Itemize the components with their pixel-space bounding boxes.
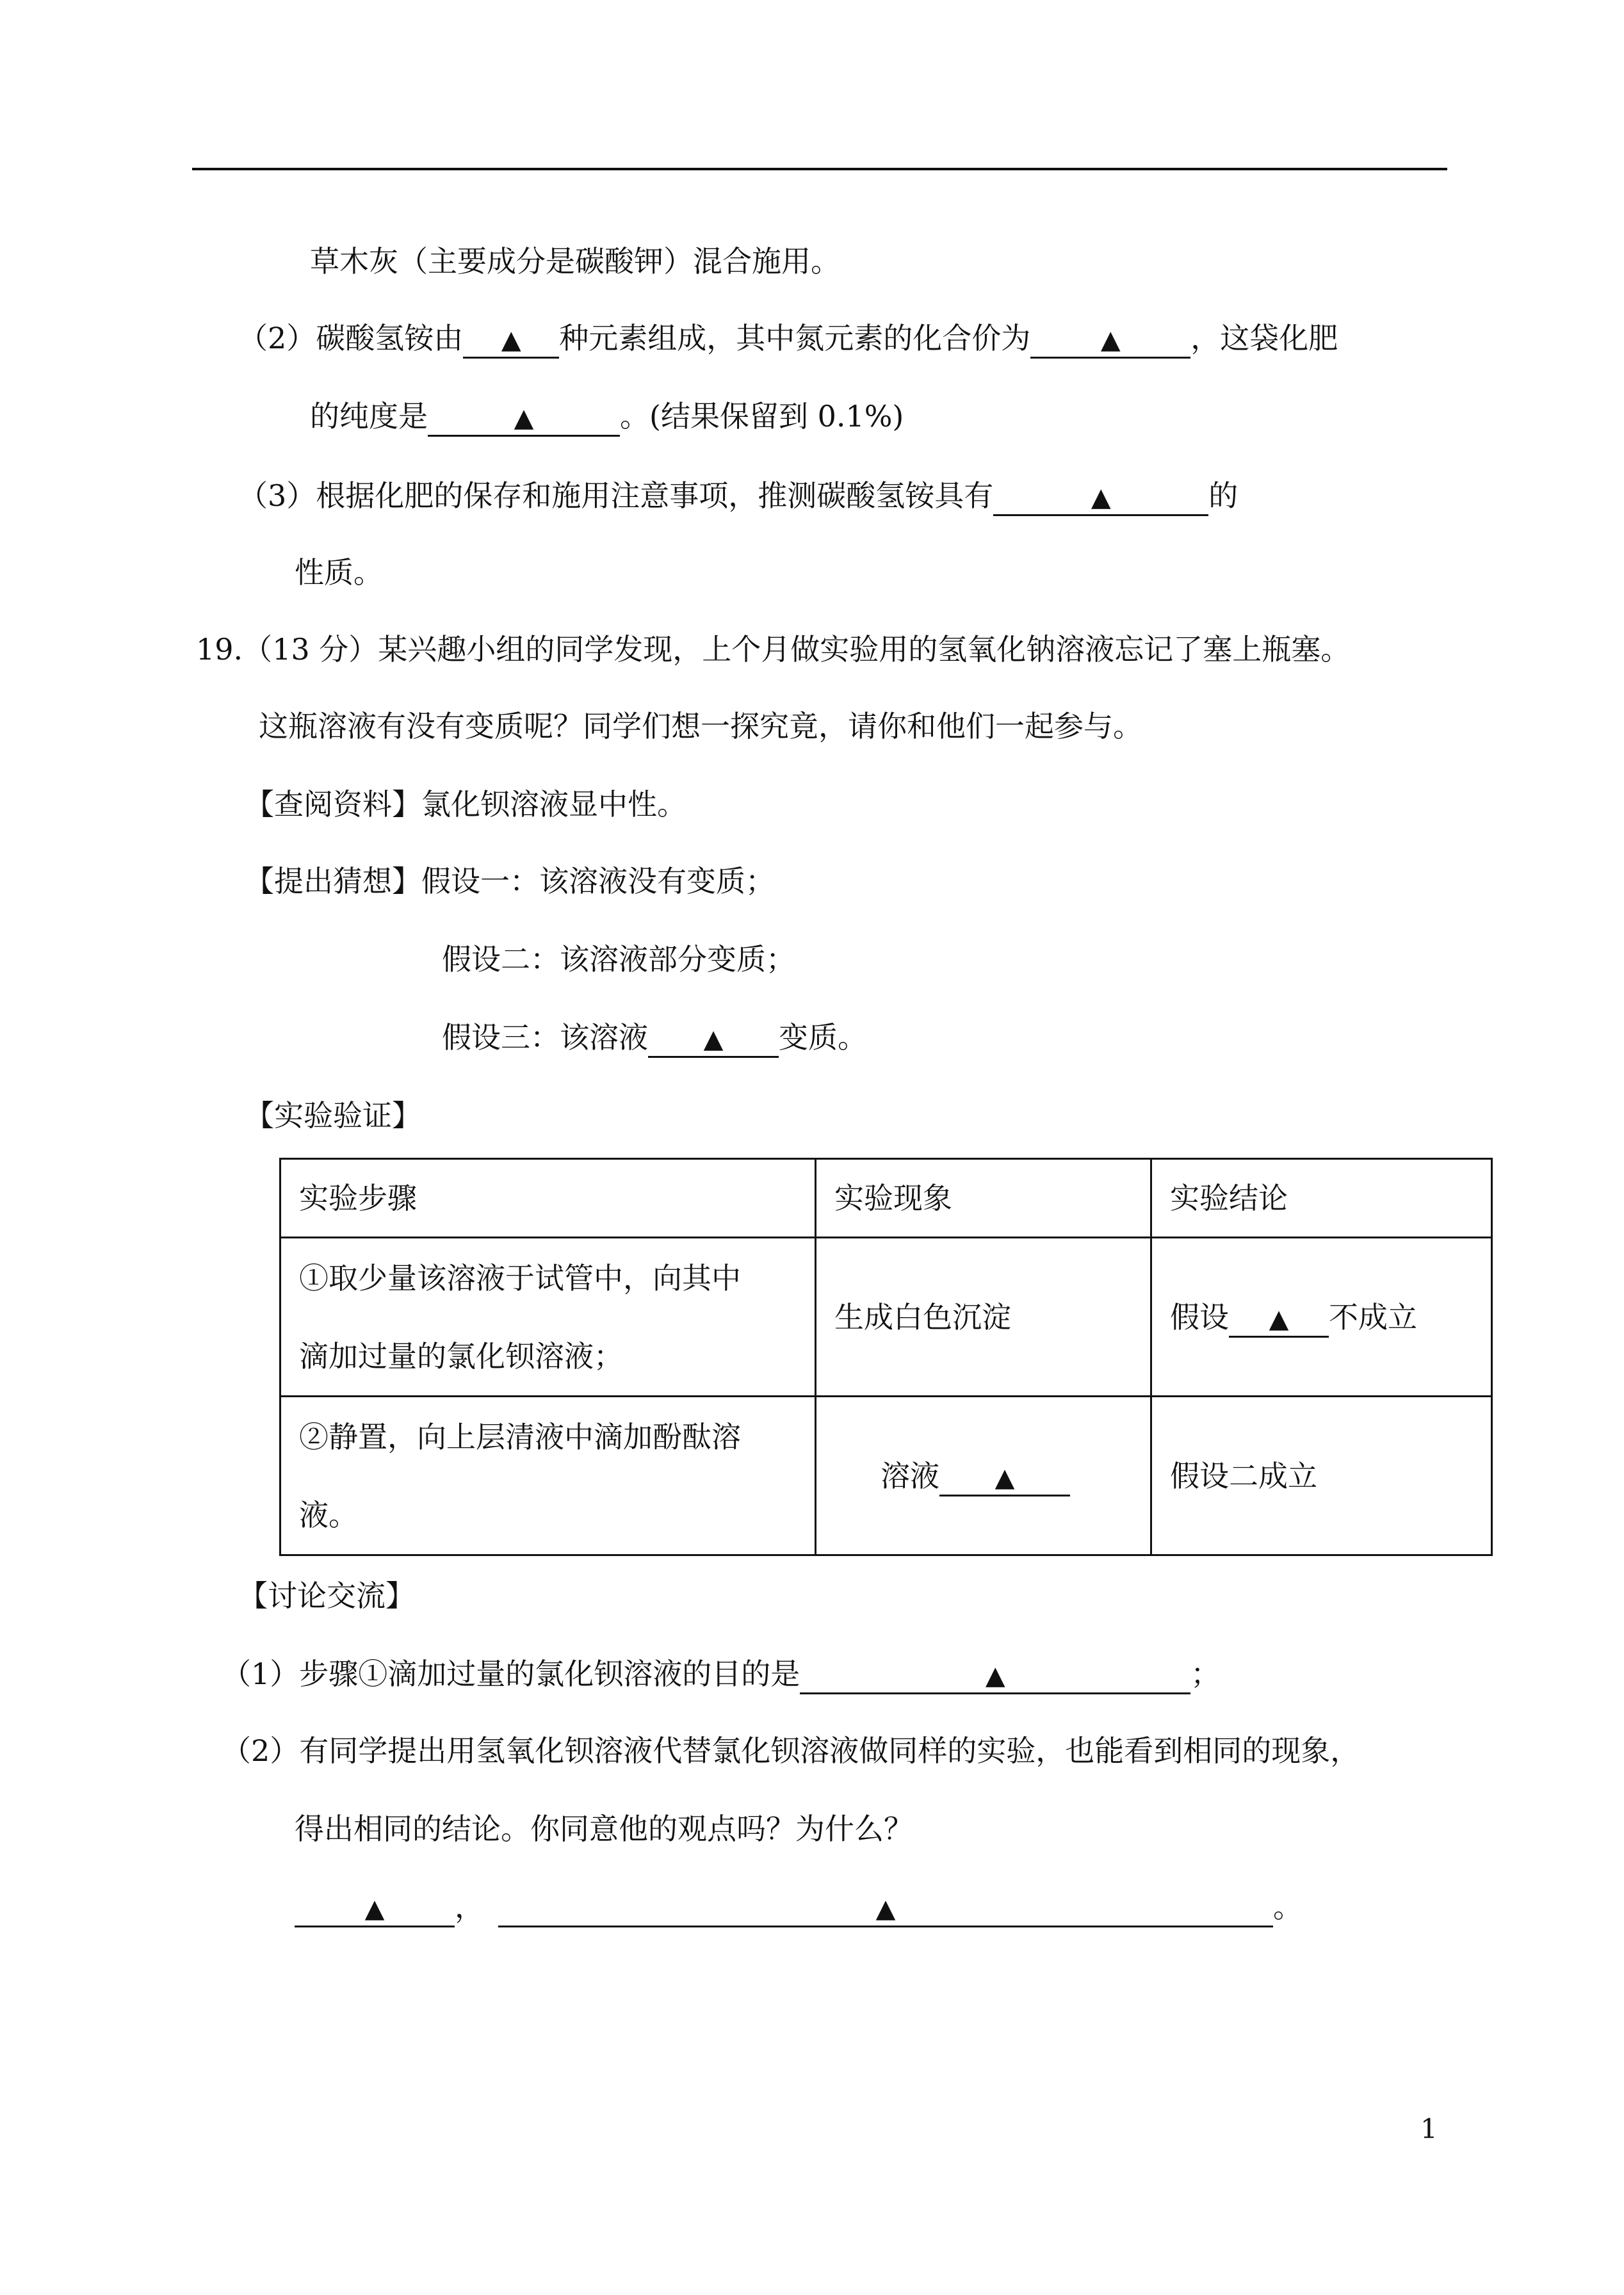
table-header-cell: 实验现象	[816, 1159, 1151, 1238]
answer-blank[interactable]	[939, 1459, 1070, 1496]
question-text: （2）碳酸氢铵由	[238, 321, 464, 355]
question-2	[238, 319, 1338, 359]
triangle-icon: ▲	[985, 1661, 1005, 1691]
step-line: 液。	[299, 1497, 358, 1532]
hypothesis-1: 假设一：该溶液没有变质；	[421, 864, 775, 898]
question-text: ；	[1190, 1657, 1221, 1691]
answer-blank[interactable]	[800, 1657, 1190, 1694]
discussion-question-2-line2: 得出相同的结论。你同意他的观点吗？为什么？	[295, 1812, 913, 1846]
question-text: 假设三：该溶液	[442, 1020, 648, 1055]
cell-text: 溶液	[881, 1458, 939, 1493]
step-line: ②静置，向上层清液中滴加酚酞溶	[299, 1419, 741, 1454]
answer-blank[interactable]	[463, 321, 559, 359]
question-19-line2: 这瓶溶液有没有变质呢？同学们想一探究竟，请你和他们一起参与。	[259, 709, 1142, 743]
table-cell-phenomenon: 生成白色沉淀	[816, 1238, 1151, 1397]
question-text: 。(结果保留到 0.1%)	[620, 399, 904, 434]
section-discussion: 【讨论交流】	[238, 1578, 415, 1613]
triangle-icon: ▲	[514, 403, 534, 433]
hypothesis-2: 假设二：该溶液部分变质；	[442, 942, 795, 977]
answer-blank[interactable]	[295, 1890, 455, 1927]
table-cell-step	[280, 1238, 816, 1397]
question-text: 种元素组成，其中氮元素的化合价为	[559, 321, 1031, 355]
question-text: （1）步骤①滴加过量的氯化钡溶液的目的是	[222, 1657, 800, 1691]
discussion-question-2: （2）有同学提出用氢氧化钡溶液代替氯化钡溶液做同样的实验，也能看到相同的现象，	[222, 1733, 1360, 1768]
table-cell-phenomenon	[816, 1397, 1151, 1555]
table-header-cell: 实验步骤	[280, 1159, 816, 1238]
question-text: ，	[455, 1890, 484, 1924]
triangle-icon: ▲	[501, 325, 521, 355]
page-number: 1	[1420, 2113, 1438, 2145]
answer-blank[interactable]	[648, 1021, 779, 1058]
answer-blank[interactable]	[498, 1890, 1273, 1927]
question-text: ，这袋化肥	[1190, 321, 1338, 355]
table-header-cell: 实验结论	[1151, 1159, 1492, 1238]
experiment-table	[279, 1158, 1493, 1556]
table-cell-conclusion: 假设二成立	[1151, 1397, 1492, 1555]
triangle-icon: ▲	[1091, 483, 1111, 512]
triangle-icon: ▲	[1269, 1304, 1289, 1334]
table-row	[280, 1238, 1492, 1397]
text-line: 草木灰（主要成分是碳酸钾）混合施用。	[310, 244, 840, 279]
question-text: （3）根据化肥的保存和施用注意事项，推测碳酸氢铵具有	[238, 478, 994, 513]
header-rule	[192, 168, 1447, 170]
cell-text: 假设	[1170, 1299, 1229, 1334]
table-cell-conclusion	[1151, 1238, 1492, 1397]
step-line: ①取少量该溶液于试管中，向其中	[299, 1260, 741, 1295]
step-line: 滴加过量的氯化钡溶液；	[299, 1338, 623, 1374]
question-text: 变质。	[779, 1020, 867, 1055]
triangle-icon: ▲	[875, 1894, 896, 1924]
question-text: 。	[1273, 1890, 1303, 1924]
triangle-icon: ▲	[995, 1463, 1015, 1493]
question-3-line2: 性质。	[295, 555, 383, 590]
triangle-icon: ▲	[1100, 325, 1121, 355]
table-header-row	[280, 1159, 1492, 1238]
triangle-icon: ▲	[703, 1025, 724, 1054]
cell-text: 不成立	[1329, 1299, 1417, 1334]
triangle-icon: ▲	[364, 1894, 385, 1924]
question-3	[238, 476, 1238, 516]
answer-blank[interactable]	[1030, 321, 1190, 359]
question-text: 的纯度是	[310, 399, 428, 434]
question-19-line1: 19.（13 分）某兴趣小组的同学发现，上个月做实验用的氢氧化钠溶液忘记了塞上瓶塞。	[196, 632, 1351, 667]
section-research: 【查阅资料】氯化钡溶液显中性。	[245, 787, 686, 822]
question-2-line2	[310, 397, 904, 437]
answer-blank[interactable]	[1229, 1301, 1329, 1338]
discussion-question-1	[222, 1655, 1220, 1694]
table-cell-step	[280, 1397, 816, 1555]
section-hypothesis	[245, 862, 775, 900]
answer-blank[interactable]	[993, 479, 1208, 516]
section-verify: 【实验验证】	[245, 1098, 421, 1133]
hypothesis-3	[442, 1018, 867, 1058]
table-row	[280, 1397, 1492, 1555]
discussion-answer-line	[295, 1888, 1303, 1927]
question-text: 的	[1208, 478, 1238, 513]
answer-blank[interactable]	[428, 400, 620, 437]
section-label: 【提出猜想】	[245, 864, 421, 898]
